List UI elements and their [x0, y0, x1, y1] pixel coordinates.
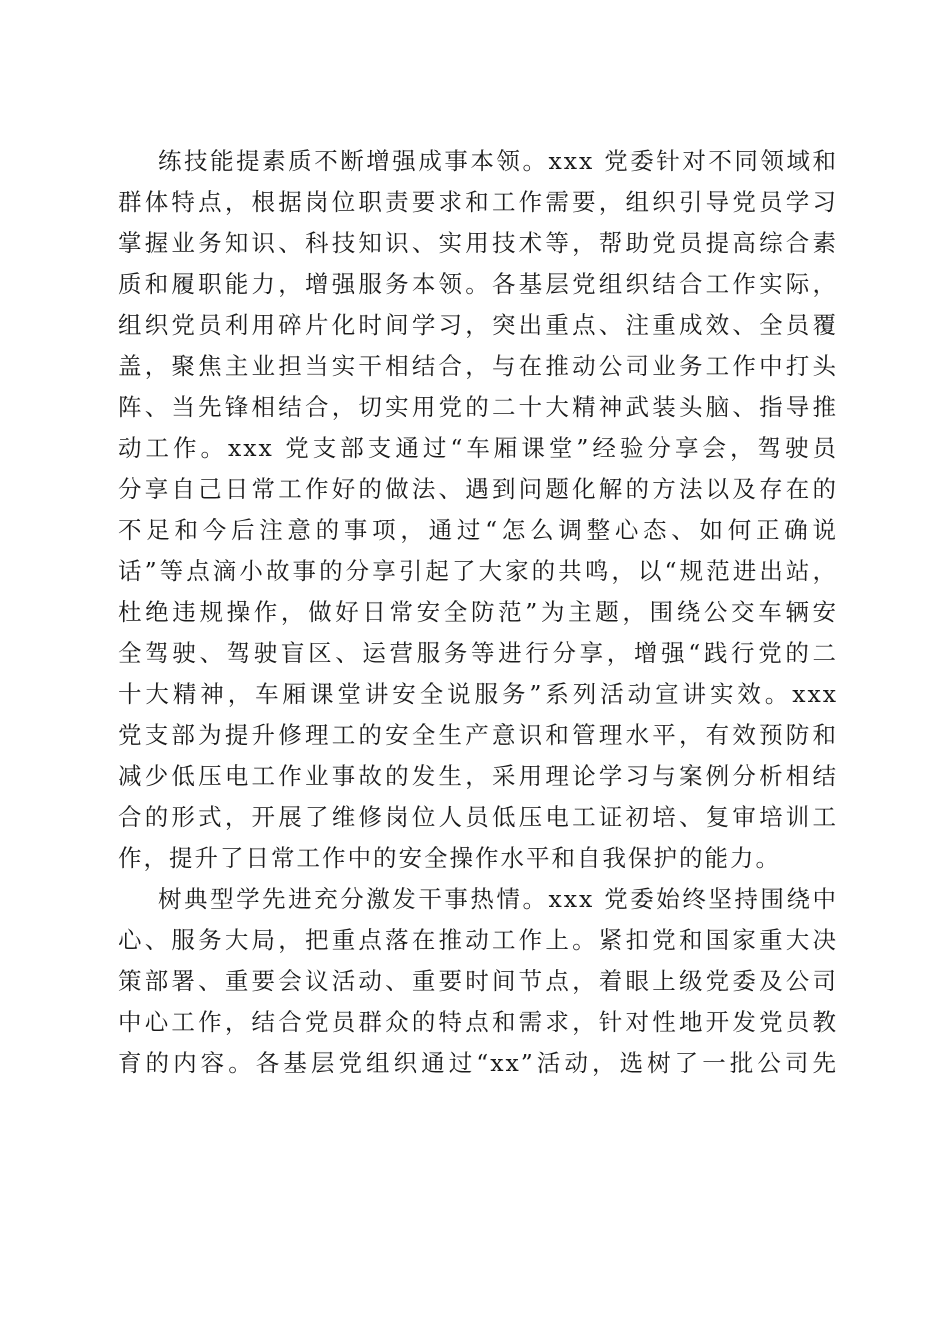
text-line: 合的形式，开展了维修岗位人员低压电工证初培、复审培训工	[118, 803, 838, 831]
text-line: 练技能提素质不断增强成事本领。xxx 党委针对不同领域和	[158, 147, 838, 175]
text-line: 阵、当先锋相结合，切实用党的二十大精神武装头脑、指导推	[118, 393, 838, 421]
text-line: 作，提升了日常工作中的安全操作水平和自我保护的能力。	[118, 844, 781, 872]
text-line: 话”等点滴小故事的分享引起了大家的共鸣，以“规范进出站，	[118, 557, 838, 585]
text-line: 中心工作，结合党员群众的特点和需求，针对性地开发党员教	[118, 1008, 838, 1036]
paragraph-role-models	[118, 879, 838, 1084]
text-line: 盖，聚焦主业担当实干相结合，与在推动公司业务工作中打头	[118, 352, 838, 380]
paragraph-skills	[118, 141, 838, 879]
text-line: 质和履职能力，增强服务本领。各基层党组织结合工作实际，	[118, 270, 838, 298]
text-line: 十大精神，车厢课堂讲安全说服务”系列活动宣讲实效。xxx	[118, 680, 838, 708]
text-line: 群体特点，根据岗位职责要求和工作需要，组织引导党员学习	[118, 188, 838, 216]
text-line: 分享自己日常工作好的做法、遇到问题化解的方法以及存在的	[118, 475, 838, 503]
text-line: 育的内容。各基层党组织通过“xx”活动，选树了一批公司先	[118, 1049, 838, 1077]
text-line: 不足和今后注意的事项，通过“怎么调整心态、如何正确说	[118, 516, 838, 544]
text-line: 组织党员利用碎片化时间学习，突出重点、注重成效、全员覆	[118, 311, 838, 339]
document-page	[118, 141, 838, 1084]
text-line: 动工作。xxx 党支部支通过“车厢课堂”经验分享会，驾驶员	[118, 434, 838, 462]
text-line: 心、服务大局，把重点落在推动工作上。紧扣党和国家重大决	[118, 926, 838, 954]
text-line: 全驾驶、驾驶盲区、运营服务等进行分享，增强“践行党的二	[118, 639, 838, 667]
text-line: 掌握业务知识、科技知识、实用技术等，帮助党员提高综合素	[118, 229, 838, 257]
text-line: 减少低压电工作业事故的发生，采用理论学习与案例分析相结	[118, 762, 838, 790]
text-line: 策部署、重要会议活动、重要时间节点，着眼上级党委及公司	[118, 967, 838, 995]
text-line: 杜绝违规操作，做好日常安全防范”为主题，围绕公交车辆安	[118, 598, 838, 626]
text-line: 党支部为提升修理工的安全生产意识和管理水平，有效预防和	[118, 721, 838, 749]
text-line: 树典型学先进充分激发干事热情。xxx 党委始终坚持围绕中	[158, 885, 838, 913]
